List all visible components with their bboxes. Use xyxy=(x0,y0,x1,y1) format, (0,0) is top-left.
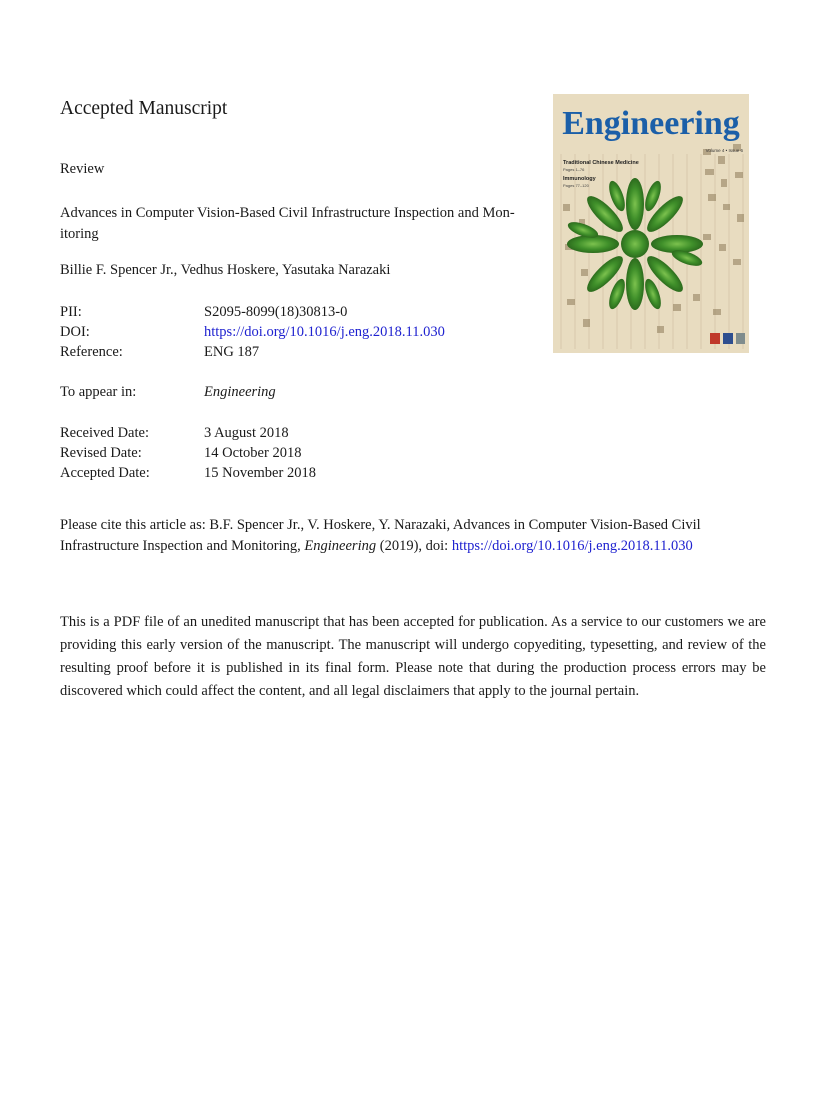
cover-volume-label: Volume 4 • Issue 6 xyxy=(705,148,743,153)
accepted-label: Accepted Date: xyxy=(60,465,150,481)
pii-label: PII: xyxy=(60,304,82,320)
pii-value: S2095-8099(18)30813-0 xyxy=(204,304,348,320)
cover-topic-2-pages: Pages 77–120 xyxy=(563,183,589,188)
article-type: Review xyxy=(60,161,105,177)
reference-label: Reference: xyxy=(60,344,123,360)
cover-topic-2: Immunology xyxy=(563,176,596,182)
cover-topic-1: Traditional Chinese Medicine xyxy=(563,160,639,166)
citation-middle: (2019), doi: xyxy=(376,538,452,554)
cover-logo-2 xyxy=(723,333,733,344)
cover-topic-1-pages: Pages 1–76 xyxy=(563,167,585,172)
doi-row xyxy=(60,322,520,342)
citation-paragraph xyxy=(60,515,770,557)
citation-text: Please cite this article as: B.F. Spencer Jr., V. Hoskere, Y. Narazaki, Advances in Computer Vision-Based Civil Infrastructure Inspection and Monitoring, xyxy=(60,517,701,554)
article-authors: Billie F. Spencer Jr., Vedhus Hoskere, Yasutaka Narazaki xyxy=(60,262,391,278)
citation-doi-link[interactable]: https://doi.org/10.1016/j.eng.2018.11.030 xyxy=(451,538,693,554)
accepted-date: 15 November 2018 xyxy=(204,465,316,481)
appear-row xyxy=(60,382,520,402)
article-title-line-1: Advances in Computer Vision-Based Civil Infrastructure Inspection and Mon- xyxy=(60,205,515,221)
accepted-row xyxy=(60,463,520,483)
cover-logo-3 xyxy=(736,333,745,344)
revised-date: 14 October 2018 xyxy=(204,445,302,461)
appear-journal: Engineering xyxy=(204,384,276,400)
pii-row xyxy=(60,302,520,322)
revised-label: Revised Date: xyxy=(60,445,142,461)
received-row xyxy=(60,423,520,443)
appear-label: To appear in: xyxy=(60,384,137,400)
article-title xyxy=(60,203,548,245)
article-title-line-2: itoring xyxy=(60,226,99,242)
reference-row xyxy=(60,342,520,362)
revised-row xyxy=(60,443,520,463)
received-label: Received Date: xyxy=(60,425,149,441)
cover-logo-1 xyxy=(710,333,720,344)
doi-link[interactable]: https://doi.org/10.1016/j.eng.2018.11.030 xyxy=(204,324,445,340)
journal-cover-image xyxy=(553,94,749,353)
cover-journal-title: Engineering xyxy=(562,105,740,142)
reference-value: ENG 187 xyxy=(204,344,260,360)
doi-label: DOI: xyxy=(60,324,90,340)
received-date: 3 August 2018 xyxy=(204,425,289,441)
manuscript-notice: This is a PDF file of an unedited manuscript that has been accepted for publication. As a service to our customers we are providing this early version of the manuscript. The manuscript will undergo copyediting, typesetting, and review of the resulting proof before it is published in its final form. Please note that during the production process errors may be discovered which could affect the content, and all legal disclaimers that apply to the journal pertain. xyxy=(60,614,766,699)
manuscript-heading: Accepted Manuscript xyxy=(60,98,228,119)
citation-journal: Engineering xyxy=(304,538,377,554)
